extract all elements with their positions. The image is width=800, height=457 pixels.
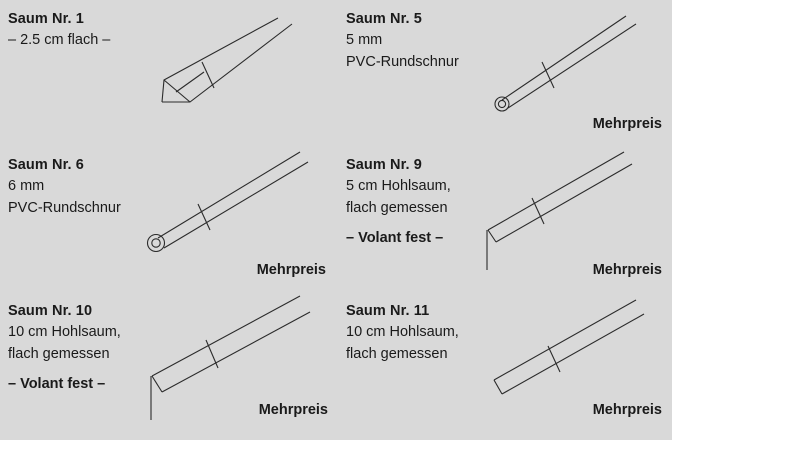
surcharge-label: Mehrpreis (592, 116, 662, 132)
hem-title: Saum Nr. 10 (8, 303, 93, 319)
hem-title: Saum Nr. 11 (346, 303, 430, 319)
surcharge-label: Mehrpreis (258, 402, 328, 418)
hem-card-saum-9 (336, 146, 672, 292)
hem-title: Saum Nr. 5 (346, 11, 422, 27)
hem-card-labels (346, 302, 516, 365)
hem-detail-line: 10 cm Hohlsaum, (8, 324, 121, 340)
hem-card-labels (8, 10, 178, 51)
surcharge-label: Mehrpreis (256, 262, 326, 278)
hem-detail-line: 10 cm Hohlsaum, (346, 324, 459, 340)
hem-detail-line: flach gemessen (8, 346, 110, 362)
hem-detail-line: 5 mm (346, 32, 383, 48)
hem-detail-line: – 2.5 cm flach – (8, 32, 111, 48)
hem-detail-line: – Volant fest – (346, 230, 444, 246)
hem-card-labels (8, 156, 178, 219)
hem-detail-line: PVC-Rundschnur (8, 200, 121, 216)
hem-card-labels (346, 156, 516, 249)
hem-card-saum-10 (0, 292, 336, 438)
hem-detail-line: flach gemessen (346, 200, 448, 216)
hem-title: Saum Nr. 6 (8, 157, 84, 173)
hem-detail-line: flach gemessen (346, 346, 448, 362)
hem-detail-line: 6 mm (8, 178, 45, 194)
surcharge-label: Mehrpreis (592, 262, 662, 278)
hem-title: Saum Nr. 1 (8, 11, 84, 27)
hem-detail-line: 5 cm Hohlsaum, (346, 178, 451, 194)
hem-card-labels (8, 302, 178, 395)
hem-detail-line: PVC-Rundschnur (346, 54, 459, 70)
hem-card-saum-11 (336, 292, 672, 438)
hem-card-labels (346, 10, 516, 73)
hem-card-saum-6 (0, 146, 336, 292)
hem-title: Saum Nr. 9 (346, 157, 422, 173)
hem-card-saum-1 (0, 0, 336, 146)
surcharge-label: Mehrpreis (592, 402, 662, 418)
hem-detail-line: – Volant fest – (8, 376, 106, 392)
hem-card-saum-5 (336, 0, 672, 146)
